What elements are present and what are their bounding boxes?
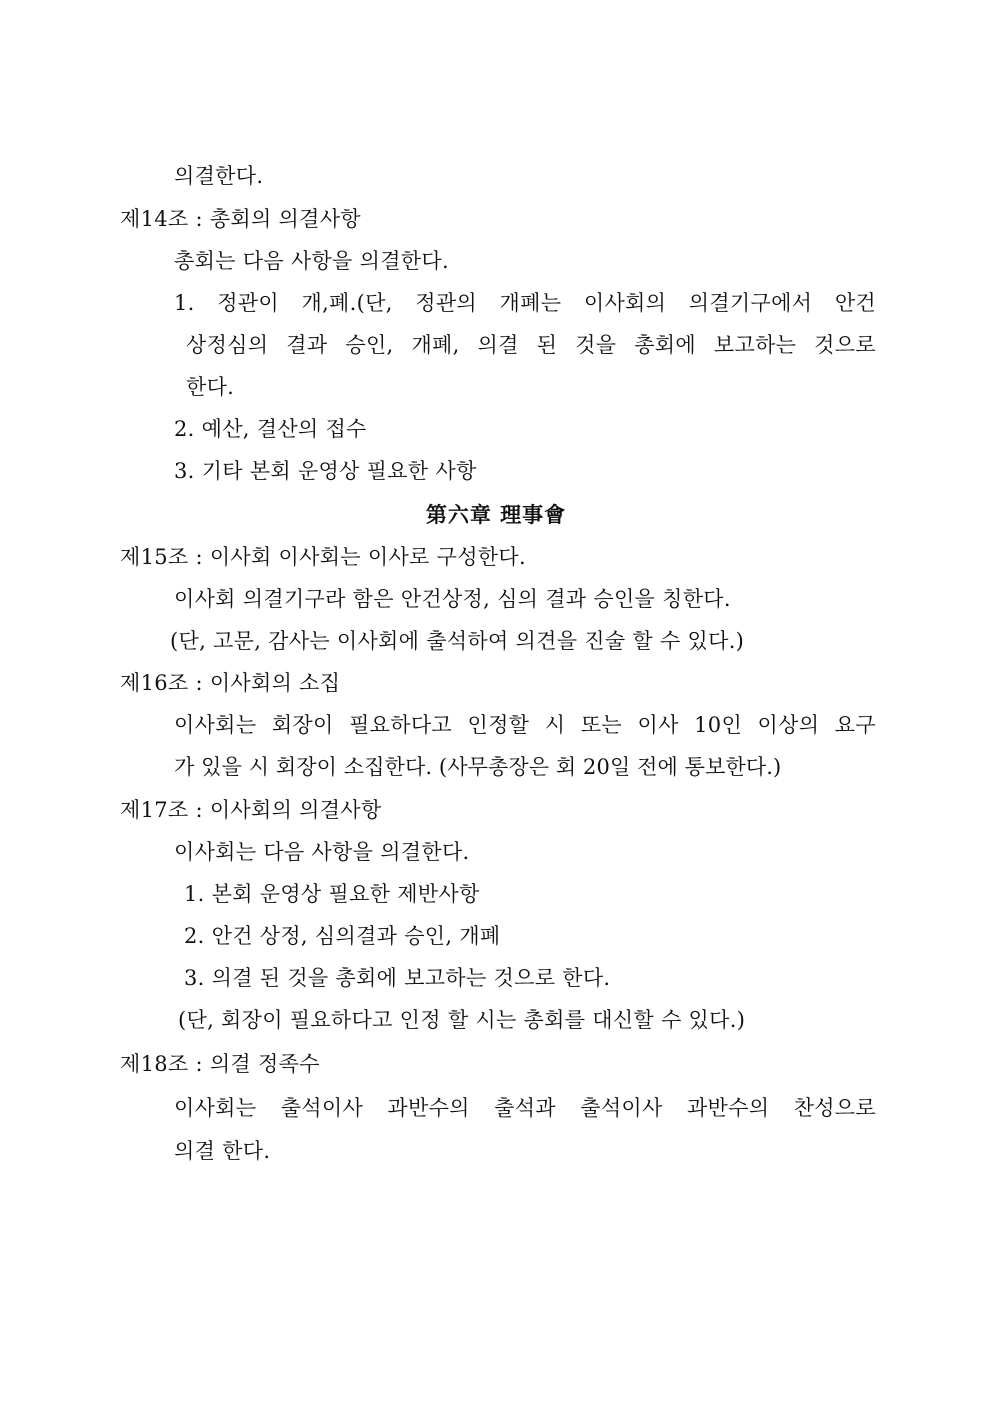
article-14-item-1-cont [186, 331, 876, 359]
word: 출석이사 [280, 1096, 364, 1120]
word: 이사회의 [583, 291, 667, 315]
word: 출석과 [494, 1096, 556, 1120]
word: 개,폐.(단, [301, 291, 393, 315]
word: 개폐는 [499, 291, 562, 315]
word: 된 [536, 333, 558, 357]
article-14-item-3: 3. 기타 본회 운영상 필요한 사항 [174, 459, 477, 483]
word: 이사회는 [174, 1096, 257, 1120]
word: 과반수의 [387, 1096, 470, 1120]
article-17-title: 제17조 : 이사회의 의결사항 [120, 798, 382, 822]
word: 개폐, [411, 333, 460, 357]
word: 이사 [637, 713, 679, 737]
word: 인정할 [467, 713, 530, 737]
article-17-item-3: 3. 의결 된 것을 총회에 보고하는 것으로 한다. [184, 966, 611, 990]
article-15-body: 이사회 의결기구라 함은 안건상정, 심의 결과 승인을 칭한다. [174, 587, 731, 611]
article-14-title: 제14조 : 총회의 의결사항 [120, 207, 361, 231]
word: 것을 [575, 333, 617, 357]
word: 10인 [694, 713, 743, 737]
article-18-title: 제18조 : 의결 정족수 [120, 1052, 320, 1076]
chapter-6-heading: 第六章 理事會 [425, 502, 567, 527]
word: 이사회는 [174, 713, 257, 737]
word: 의결기구에서 [688, 291, 813, 315]
article-17-intro: 이사회는 다음 사항을 의결한다. [174, 840, 470, 864]
word: 또는 [580, 713, 622, 737]
word: 과반수의 [686, 1096, 770, 1120]
word: 의결 [477, 333, 519, 357]
article-18-body [174, 1094, 876, 1122]
word: 1. [174, 291, 195, 315]
article-16-title: 제16조 : 이사회의 소집 [120, 671, 341, 695]
word: 찬성으로 [793, 1096, 876, 1120]
word: 시 [544, 713, 566, 737]
word: 출석이사 [580, 1096, 663, 1120]
word: 요구 [834, 713, 876, 737]
word: 상정심의 [186, 333, 269, 357]
article-14-item-1 [174, 289, 876, 317]
word: 필요하다고 [349, 713, 453, 737]
article-16-body-cont: 가 있을 시 회장이 소집한다. (사무총장은 회 20일 전에 통보한다.) [174, 755, 782, 779]
word: 정관이 [217, 291, 279, 315]
word: 회장이 [271, 713, 334, 737]
article-17-note: (단, 회장이 필요하다고 인정 할 시는 총회를 대신할 수 있다.) [178, 1008, 746, 1032]
word: 것으로 [814, 333, 876, 357]
article-18-body-end: 의결 한다. [174, 1139, 271, 1163]
article-14-intro: 총회는 다음 사항을 의결한다. [174, 249, 449, 273]
word: 안건 [834, 291, 876, 315]
article-15-note: (단, 고문, 감사는 이사회에 출석하여 의견을 진술 할 수 있다.) [170, 629, 745, 653]
article-14-item-1-end: 한다. [186, 375, 235, 399]
word: 승인, [345, 333, 394, 357]
article-16-body [174, 711, 876, 739]
word: 이상의 [757, 713, 820, 737]
word: 보고하는 [713, 333, 797, 357]
article-14-item-2: 2. 예산, 결산의 접수 [174, 417, 367, 441]
article-17-item-1: 1. 본회 운영상 필요한 제반사항 [184, 882, 480, 906]
word: 결과 [286, 333, 328, 357]
word: 총회에 [634, 333, 696, 357]
word: 정관의 [415, 291, 477, 315]
article-15-title: 제15조 : 이사회 이사회는 이사로 구성한다. [120, 545, 526, 569]
text-line: 의결한다. [174, 164, 264, 188]
article-17-item-2: 2. 안건 상정, 심의결과 승인, 개폐 [184, 924, 501, 948]
